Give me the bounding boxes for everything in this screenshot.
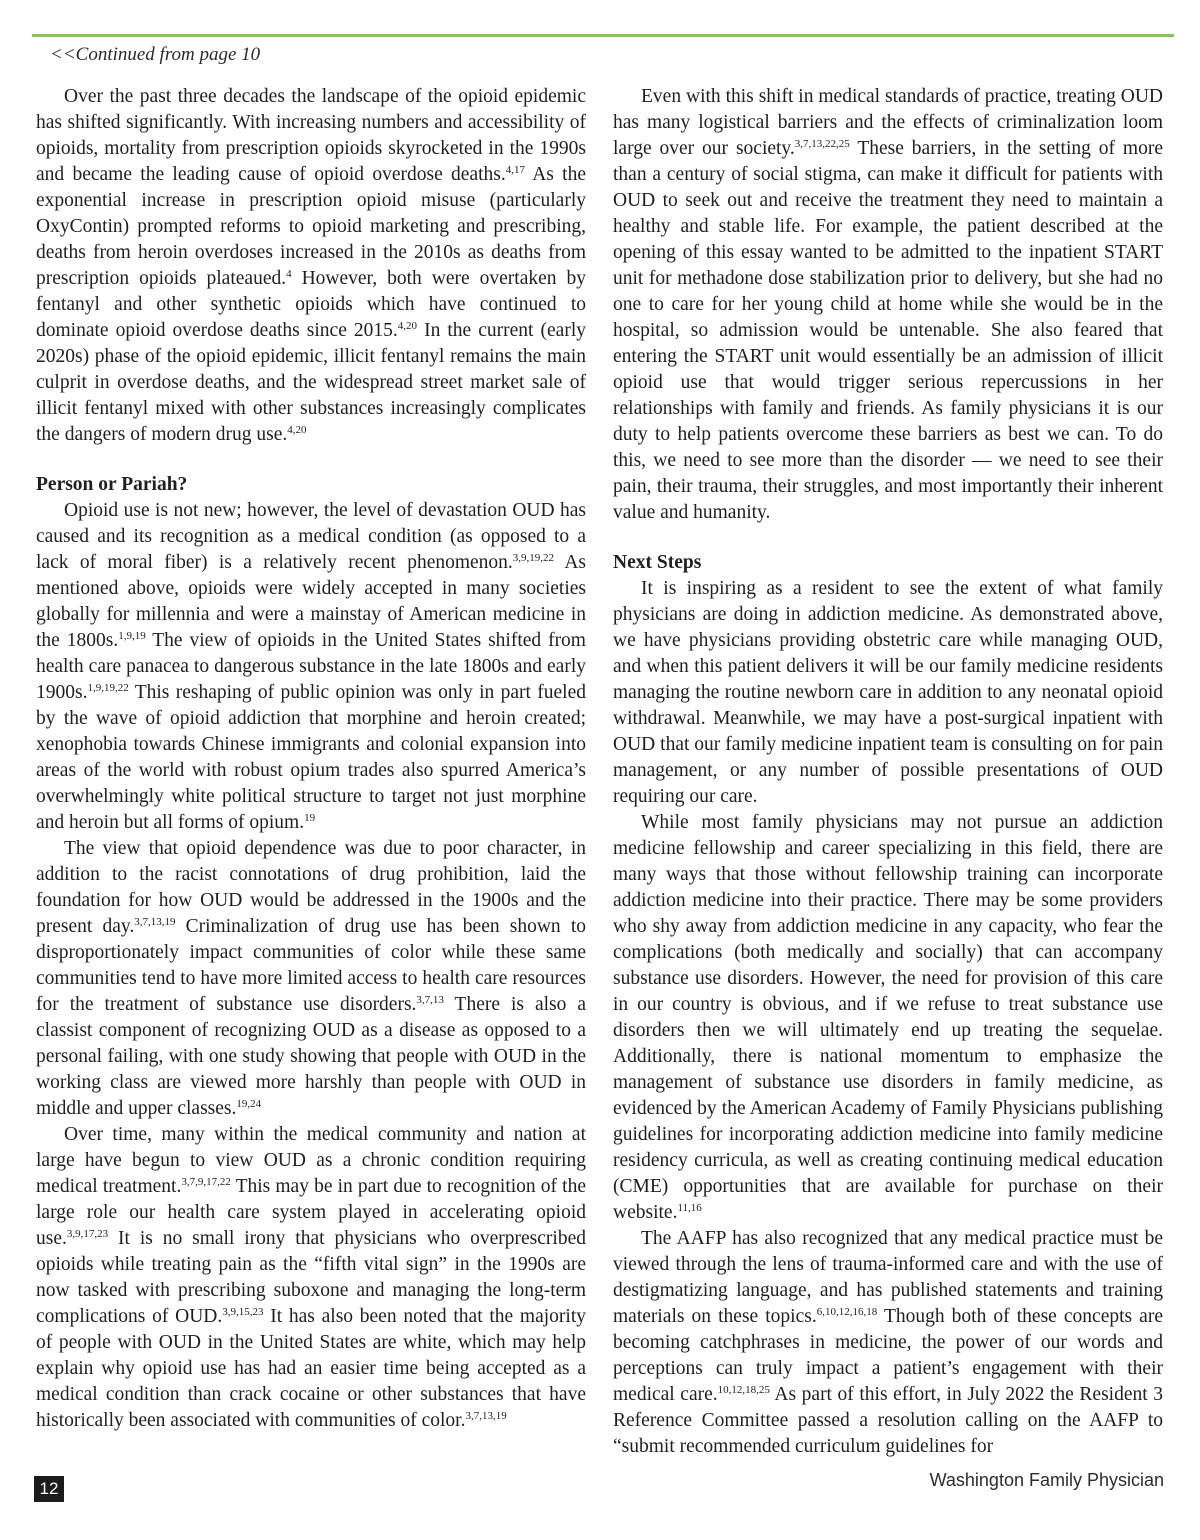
page-number-badge: 12 <box>34 1476 64 1502</box>
citation: 1,9,19,22 <box>87 682 129 694</box>
citation: 4,20 <box>287 424 307 436</box>
citation: 10,12,18,25 <box>717 1384 770 1396</box>
citation: 3,7,13,22,25 <box>794 138 850 150</box>
citation: 3,7,13 <box>416 994 444 1006</box>
left-paragraph-1: Over the past three decades the landscape of the opioid epidemic has shifted significantly. With increasing numbers and accessibility of opioids, mortality from prescription opioids skyrocketed in the 1990s and became the leading cause of opioid overdose deaths.$^{4,17}$ As the exponential increase in prescription opioid misuse (particularly OxyContin) prompted reforms to opioid marketing and prescribing, deaths from heroin overdoses increased in the 2010s as deaths from prescription opioids plateaued.$^4$ However, both were overtaken by fentanyl and other synthetic opioids which have continued to dominate opioid overdose deaths since 2015.$^{4,20}$ In the current (early 2020s) phase of the opioid epidemic, illicit fentanyl remains the main culprit in overdose deaths, and the widespread street market sale of illicit fentanyl mixed with other substances increasingly complicates the dangers of modern drug use.$^{4,20}$ <box>36 86 586 445</box>
citation: 19 <box>304 812 316 824</box>
citation: 6,10,12,16,18 <box>816 1306 878 1318</box>
citation: 3,7,13,19 <box>465 1410 507 1422</box>
citation: 4,20 <box>397 320 418 332</box>
citation: 3,9,15,23 <box>222 1306 264 1318</box>
citation: 19,24 <box>236 1098 262 1110</box>
publication-name: Washington Family Physician <box>929 1470 1164 1490</box>
citation: 3,7,9,17,22 <box>181 1176 231 1188</box>
citation: 3,9,17,23 <box>66 1228 109 1240</box>
citation: 3,9,19,22 <box>512 552 555 564</box>
right-paragraph-3: While most family physicians may not pursue an addiction medicine fellowship and career specializing in this field, there are many ways that those without fellowship training can incorporate addiction medicine into their practice. There may be some providers who shy away from addiction medicine in any capacity, who fear the complications (both medically and socially) that can accompany substance use disorders. However, the need for provision of this care in our country is obvious, and if we refuse to treat substance use disorders then we will ultimately end up treating the sequelae. Additionally, there is national momentum to emphasize the management of substance use disorders in family medicine, as evidenced by the American Academy of Family Physicians publishing guidelines for incorporating addiction medicine into family medicine residency curricula, as well as creating continuing medical education (CME) opportunities that are available for purchase on their website.$^{11,16}$ <box>613 812 1163 1223</box>
citation: 11,16 <box>677 1202 702 1214</box>
right-paragraph-4: The AAFP has also recognized that any medical practice must be viewed through the lens of trauma-informed care and with the use of destigmatizing language, and has published statements and training materials on these topics.$^{6,10,12,16,18}$ Though both of these concepts are becoming catchphrases in medicine, the power of our words and perceptions can truly impact a patient’s engagement with their medical care.$^{10,12,18,25}$ As part of this effort, in July 2022 the Resident 3 Reference Committee passed a resolution calling on the AAFP to “submit recommended curriculum guidelines for <box>613 1228 1163 1457</box>
right-paragraph-2: It is inspiring as a resident to see the extent of what family physicians are doing in addiction medicine. As demonstrated above, we have physicians providing obstetric care while managing OUD, and when this patient delivers it will be our family medicine residents managing the routine newborn care in addition to any neonatal opioid withdrawal. Meanwhile, we may have a post-surgical inpatient with OUD that our family medicine inpatient team is consulting on for pain management, or any number of possible presentations of OUD requiring our care. <box>613 578 1163 807</box>
left-paragraph-4: Over time, many within the medical community and nation at large have begun to view OUD as a chronic condition requiring medical treatment.$^{3,7,9,17,22}$ This may be in part due to recognition of the large role our health care system played in accelerating opioid use.$^{3,9,17,23}$ It is no small irony that physicians who overprescribed opioids while treating pain as the “fifth vital sign” in the 1990s are now tasked with prescribing suboxone and managing the long-term complications of OUD.$^{3,9,15,23}$ It has also been noted that the majority of people with OUD in the United States are white, which may help explain why opioid use has had an easier time being accepted as a medical condition than crack cocaine or other substances that have historically been associated with communities of color.$^{3,7,13,19}$ <box>36 1124 586 1431</box>
top-divider-rule <box>32 34 1174 37</box>
citation: 4 <box>286 268 292 280</box>
section-heading-next-steps: Next Steps <box>613 552 702 573</box>
left-paragraph-2: Opioid use is not new; however, the level of devastation OUD has caused and its recognition as a medical condition (as opposed to a lack of moral fiber) is a relatively recent phenomenon.$^{3,9,19,22}$ As mentioned above, opioids were widely accepted in many societies globally for millennia and were a mainstay of American medicine in the 1800s.$^{1,9,19}$ The view of opioids in the United States shifted from health care panacea to dangerous substance in the late 1800s and early 1900s.$^{1,9,19,22}$ This reshaping of public opinion was only in part fueled by the wave of opioid addiction that morphine and heroin created; xenophobia towards Chinese immigrants and colonial expansion into areas of the world with robust opium trades also spurred America’s overwhelmingly white political structure to target not just morphine and heroin but all forms of opium.$^{19}$ <box>36 500 586 833</box>
right-column <box>613 84 1163 1460</box>
citation: 1,9,19 <box>118 630 146 642</box>
citation: 4,17 <box>505 164 525 176</box>
left-paragraph-3: The view that opioid dependence was due to poor character, in addition to the racist connotations of drug prohibition, laid the foundation for how OUD would be addressed in the 1900s and the present day.$^{3,7,13,19}$ Criminalization of drug use has been shown to disproportionately impact communities of color while these same communities tend to have more limited access to health care resources for the treatment of substance use disorders.$^{3,7,13}$ There is also a classist component of recognizing OUD as a disease as opposed to a personal failing, with one study showing that people with OUD in the working class are viewed more harshly than people with OUD in middle and upper classes.$^{19,24}$ <box>36 838 586 1119</box>
continued-from-note: <<Continued from page 10 <box>50 44 261 65</box>
citation: 3,7,13,19 <box>134 916 176 928</box>
right-paragraph-1: Even with this shift in medical standards of practice, treating OUD has many logistical barriers and the effects of criminalization loom large over our society.$^{3,7,13,22,25}$ These barriers, in the setting of more than a century of social stigma, can make it difficult for patients with OUD to seek out and receive the treatment they need to maintain a healthy and stable life. For example, the patient described at the opening of this essay wanted to be admitted to the inpatient START unit for methadone dose stabilization prior to delivery, but she had no one to care for her young child at home while she would be in the hospital, so admission would be untenable. She also feared that entering the START unit would essentially be an admission of illicit opioid use that would trigger serious repercussions in her relationships with family and friends. As family physicians it is our duty to help patients overcome these barriers as best we can. To do this, we need to see more than the disorder — we need to see their pain, their trauma, their struggles, and most importantly their inherent value and humanity. <box>613 86 1163 523</box>
left-column <box>36 84 586 1434</box>
section-heading-person-or-pariah: Person or Pariah? <box>36 474 188 495</box>
